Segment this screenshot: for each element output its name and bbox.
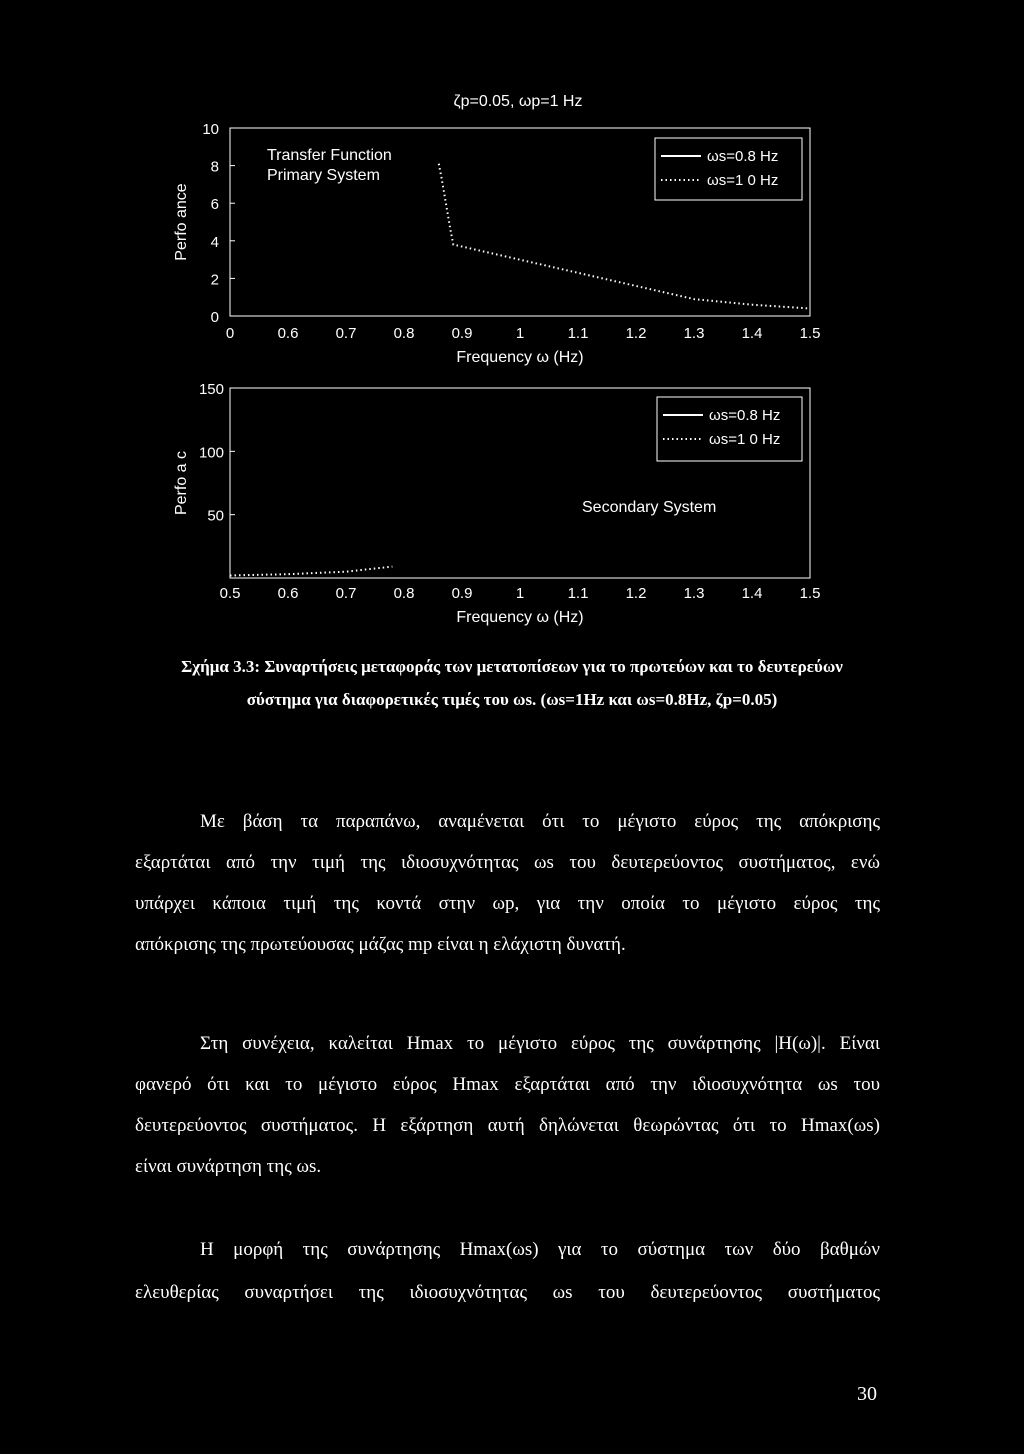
x-tick-label: 1.3 (683, 585, 705, 602)
paragraph1-line3: υπάρχει κάποια τιμή της κοντά στην ωp, για την οποία το μέγιστο εύρος της (135, 893, 880, 914)
plot-annotation: Secondary System (582, 499, 717, 516)
x-tick-label: 1.5 (799, 325, 821, 342)
y-tick-label: 8 (210, 158, 219, 176)
x-axis-label: Frequency ω (Hz) (456, 609, 584, 626)
x-tick-label: 1 (515, 325, 525, 342)
paragraph1-line2: εξαρτάται από την τιμή της ιδιοσυχνότητας ωs του δευτερεύοντος συστήματος, ενώ (135, 852, 880, 873)
x-tick-label: 1 (515, 585, 525, 602)
chart-primary (173, 93, 820, 366)
paragraph1-line1: Με βάση τα παραπάνω, αναμένεται ότι το μέγιστο εύρος της απόκρισης (200, 811, 880, 832)
plot-annotation: Primary System (267, 167, 380, 184)
paragraph2-line1: Στη συνέχεια, καλείται Hmax το μέγιστο εύρος της συνάρτησης |H(ω)|. Είναι (200, 1033, 880, 1054)
x-axis-label: Frequency ω (Hz) (456, 349, 584, 366)
chart-secondary (173, 381, 820, 626)
figure-caption-line2: σύστημα για διαφορετικές τιμές του ωs. (ωs=1Hz και ωs=0.8Hz, ζp=0.05) (246, 690, 778, 709)
paragraph3-line1: Η μορφή της συνάρτησης Hmax(ωs) για το σύστημα των δύο βαθμών (200, 1239, 880, 1260)
x-tick-label: 0 (225, 325, 235, 342)
paragraph1-line4: απόκρισης της πρωτεύουσας μάζας mp είναι η ελάχιστη δυνατή. (135, 934, 626, 955)
x-tick-label: 1.5 (799, 585, 821, 602)
x-tick-label: 0.6 (277, 325, 299, 342)
paragraph2-line3: δευτερεύοντος συστήματος. Η εξάρτηση αυτή δηλώνεται θεωρώντας ότι το Hmax(ωs) (135, 1115, 880, 1136)
x-tick-label: 1.1 (567, 325, 589, 342)
y-tick-label: 50 (207, 507, 224, 525)
y-tick-label: 150 (198, 381, 224, 398)
x-tick-label: 1.3 (683, 325, 705, 342)
x-tick-label: 0.7 (335, 325, 357, 342)
paragraph2-line2: φανερό ότι και το μέγιστο εύρος Hmax εξαρτάται από την ιδιοσυχνότητα ωs του (135, 1074, 880, 1095)
legend-entry: ωs=1 0 Hz (707, 172, 779, 189)
x-tick-label: 1.1 (567, 585, 589, 602)
x-tick-label: 0.5 (219, 585, 241, 602)
y-tick-label: 0 (210, 309, 219, 326)
y-tick-label: 4 (210, 233, 219, 251)
y-tick-label: 6 (210, 196, 219, 214)
x-tick-label: 0.6 (277, 585, 299, 602)
x-tick-label: 1.2 (625, 325, 647, 342)
x-tick-label: 1.2 (625, 585, 647, 602)
paragraph2-line4: είναι συνάρτηση της ωs. (135, 1156, 322, 1177)
x-tick-label: 0.9 (451, 325, 473, 342)
y-tick-label: 2 (210, 271, 219, 289)
paragraph3-line2: ελευθερίας συναρτήσει της ιδιοσυχνότητας ωs του δευτερεύοντος συστήματος (135, 1282, 880, 1303)
series-line (230, 567, 392, 576)
x-tick-label: 1.4 (741, 325, 763, 342)
x-tick-label: 0.7 (335, 585, 357, 602)
legend-entry: ωs=1 0 Hz (709, 431, 781, 448)
x-tick-label: 0.8 (393, 325, 415, 342)
x-tick-label: 1.4 (741, 585, 763, 602)
y-tick-label: 100 (198, 444, 224, 462)
page-number: 30 (857, 1383, 877, 1405)
legend-entry: ωs=0.8 Hz (709, 407, 781, 424)
y-tick-label: 10 (202, 121, 219, 138)
x-tick-label: 0.8 (393, 585, 415, 602)
legend-entry: ωs=0.8 Hz (707, 148, 779, 165)
chart-title: ζp=0.05, ωp=1 Hz (453, 93, 583, 110)
x-tick-label: 0.9 (451, 585, 473, 602)
y-axis-label: Perfo a c (173, 450, 190, 516)
figure-charts (0, 0, 1024, 640)
y-axis-label: Perfo ance (173, 183, 190, 261)
plot-annotation: Transfer Function (267, 147, 392, 164)
figure-caption-line1: Σχήμα 3.3: Συναρτήσεις μεταφοράς των μετατοπίσεων για το πρωτεύων και το δευτερεύων (181, 657, 843, 676)
